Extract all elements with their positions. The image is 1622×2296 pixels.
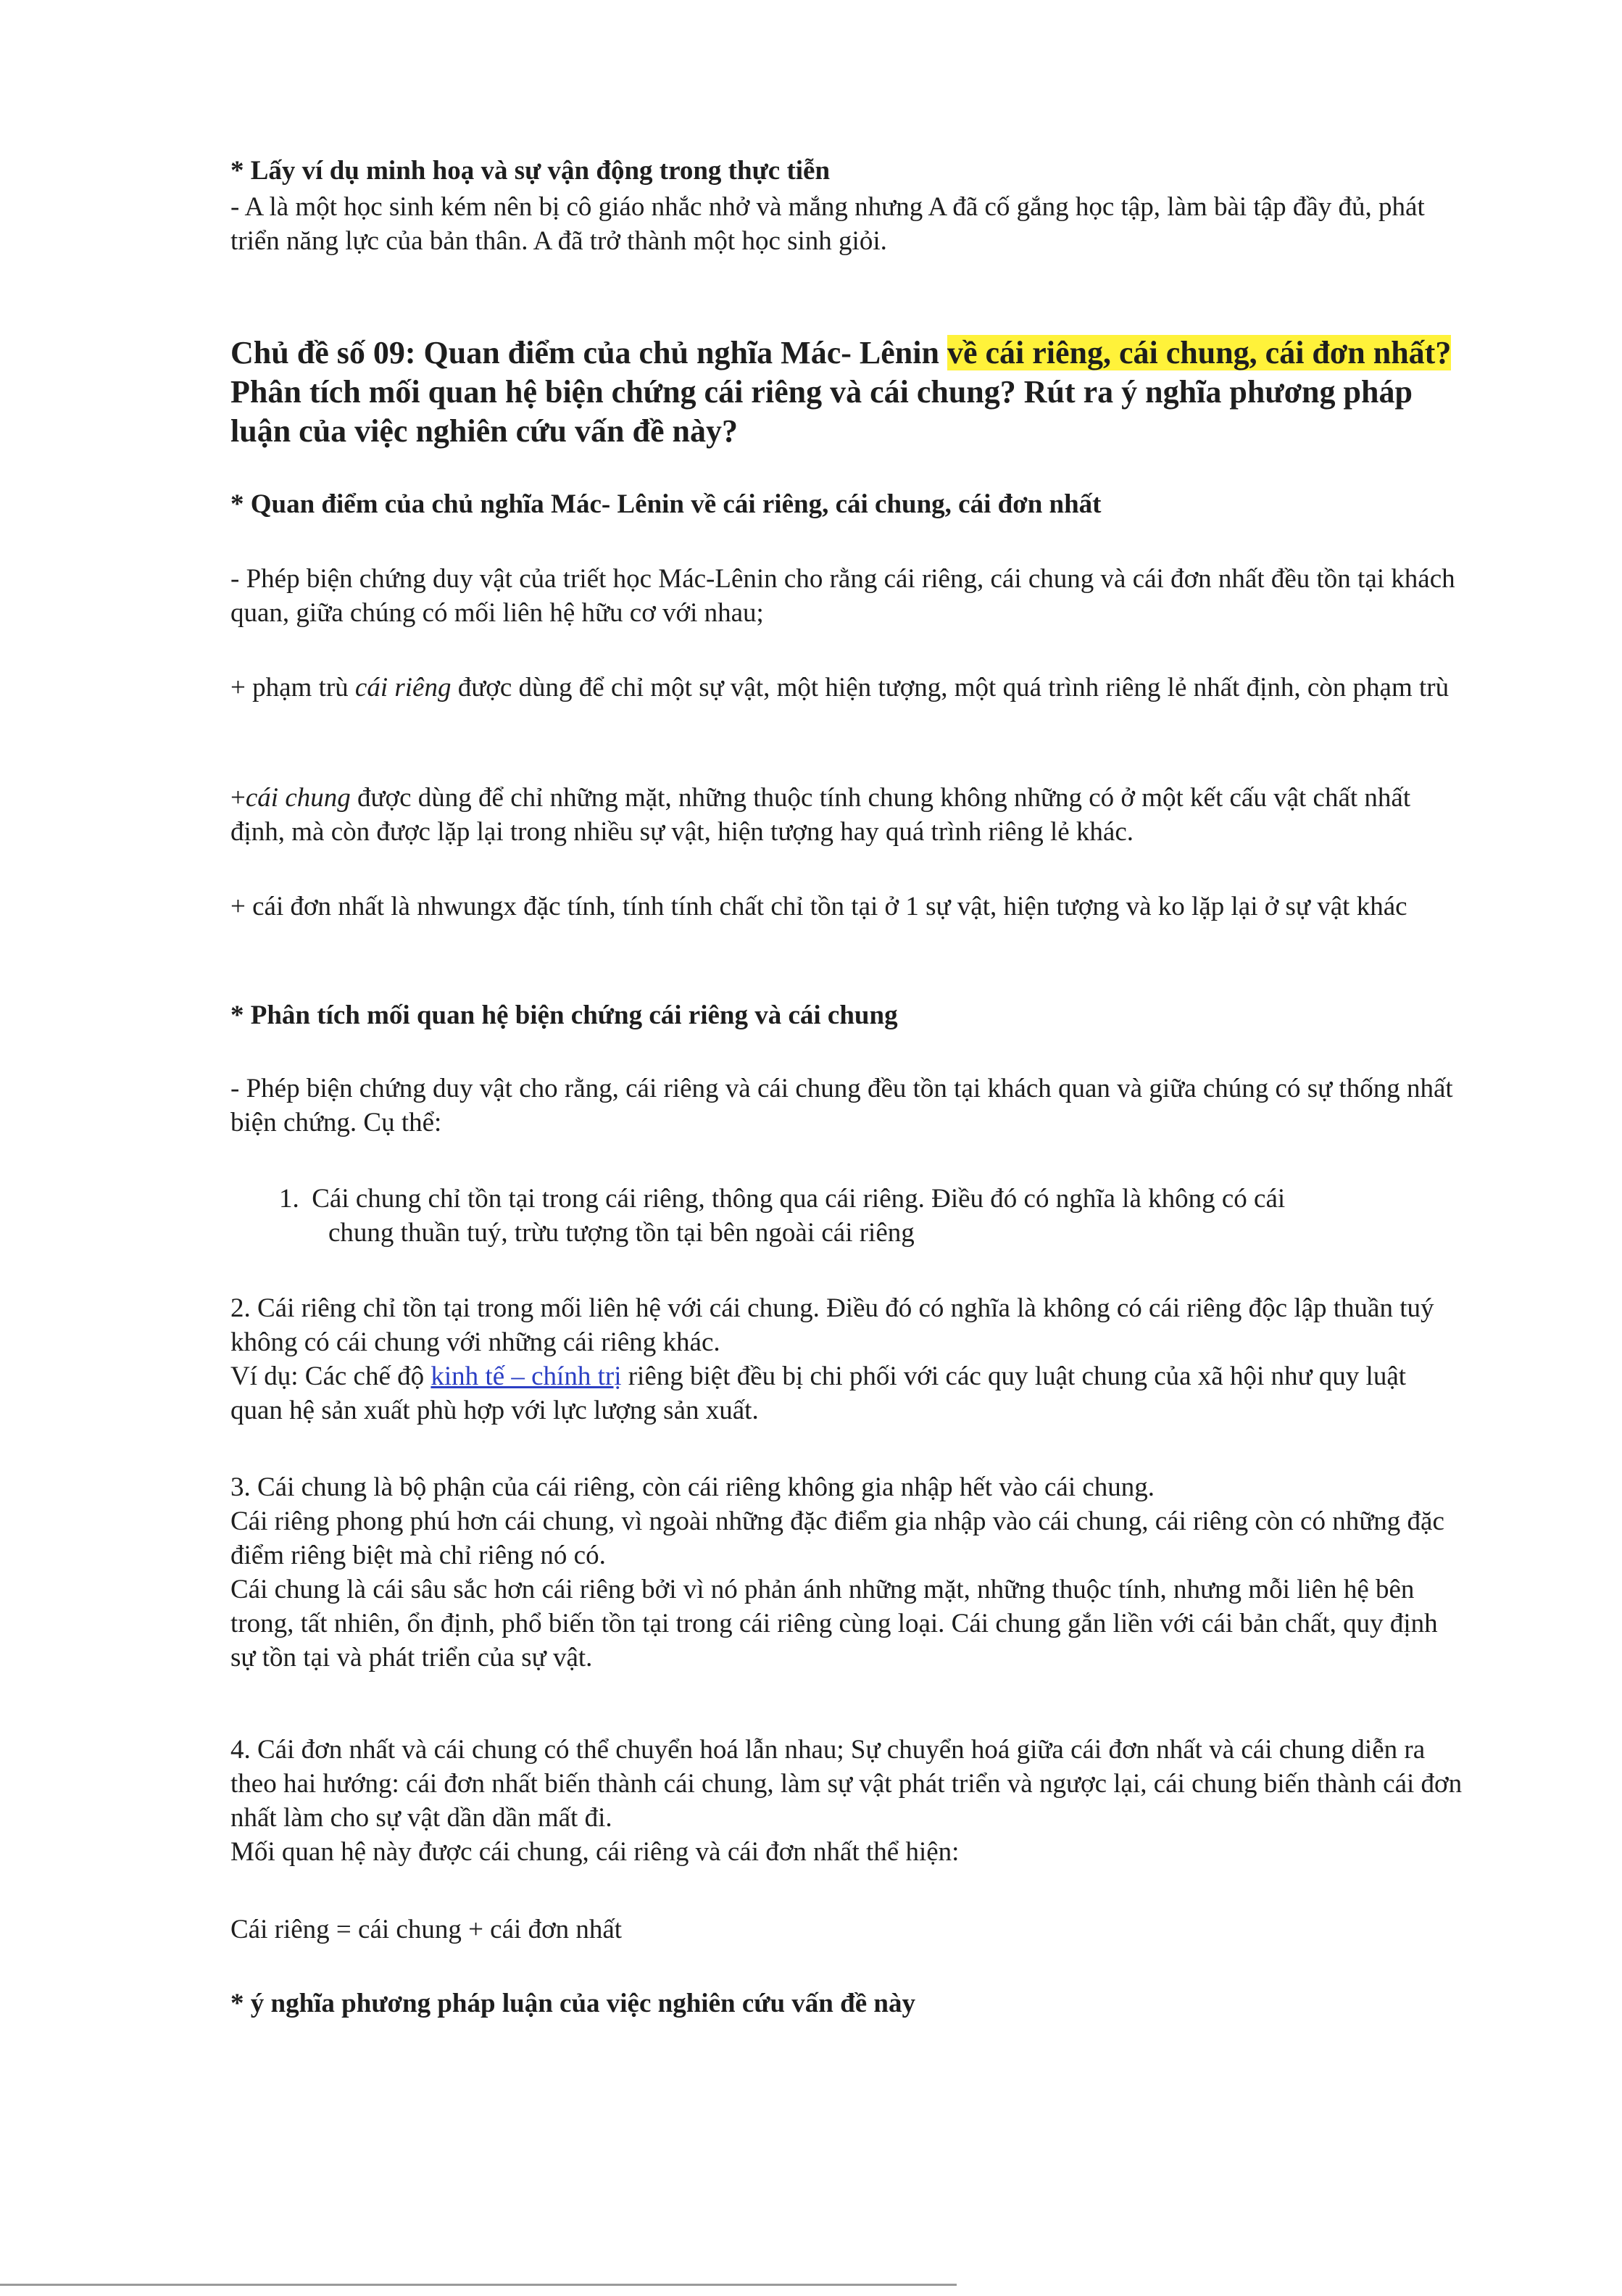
list-item-1-line2: chung thuần tuý, trừu tượng tồn tại bên ngoài cái riêng — [328, 1218, 915, 1248]
p2-prefix: + phạm trù — [230, 673, 355, 703]
topic-title-prefix: Chủ đề số 09: Quan điểm của chủ nghĩa Mác- Lênin — [230, 335, 947, 370]
topic-title-highlight: về cái riêng, cái chung, cái đơn nhất? — [947, 335, 1452, 370]
list-item-4-b: Mối quan hệ này được cái chung, cái riêng và cái đơn nhất thể hiện: — [230, 1837, 960, 1867]
list-item-1-number: 1. — [279, 1184, 299, 1214]
section1-paragraph-4: + cái đơn nhất là nhwungx đặc tính, tính tính chất chỉ tồn tại ở 1 sự vật, hiện tượng và ko lặp lại ở sự vật khác — [230, 892, 1407, 921]
topic-title — [230, 333, 1463, 451]
section2-heading: * Phân tích mối quan hệ biện chứng cái riêng và cái chung — [230, 1000, 898, 1030]
section1-heading: * Quan điểm của chủ nghĩa Mác- Lênin về cái riêng, cái chung, cái đơn nhất — [230, 489, 1102, 519]
section2-intro: - Phép biện chứng duy vật cho rằng, cái riêng và cái chung đều tồn tại khách quan và giữa chúng có sự thống nhất biện chứng. Cụ thể: — [230, 1074, 1453, 1137]
list-item-1 — [279, 1182, 1453, 1250]
list-item-2: 2. Cái riêng chỉ tồn tại trong mối liên hệ với cái chung. Điều đó có nghĩa là không có cái riêng độc lập thuần tuý không có cái chung với những cái riêng khác. — [230, 1293, 1434, 1357]
kinh-te-chinh-tri-link[interactable]: kinh tế – chính trị — [431, 1362, 622, 1391]
list-item-3-a: 3. Cái chung là bộ phận của cái riêng, còn cái riêng không gia nhập hết vào cái chung. — [230, 1472, 1155, 1502]
list-item-3-b: Cái riêng phong phú hơn cái chung, vì ngoài những đặc điểm gia nhập vào cái chung, cái riêng còn có những đặc điểm riêng biệt mà chỉ riêng nó có. — [230, 1507, 1444, 1570]
topic-title-suffix: Phân tích mối quan hệ biện chứng cái riêng và cái chung? Rút ra ý nghĩa phương pháp luận của việc nghiên cứu vấn đề này? — [230, 374, 1413, 449]
list-item-2-example — [230, 1359, 1463, 1427]
p2-suffix: được dùng để chỉ một sự vật, một hiện tượng, một quá trình riêng lẻ nhất định, còn phạm trù — [451, 673, 1450, 703]
example-heading: * Lấy ví dụ minh hoạ và sự vận động trong thực tiễn — [230, 156, 831, 186]
list-item-3-c: Cái chung là cái sâu sắc hơn cái riêng bởi vì nó phản ánh những mặt, những thuộc tính, nhưng mỗi liên hệ bên trong, tất nhiên, ổn định, phổ biến tồn tại trong cái riêng cùng loại. Cái chung gắn liền với cái bản chất, quy định sự tồn tại và phát triển của sự vật. — [230, 1575, 1438, 1673]
example-prefix: Ví dụ: Các chế độ — [230, 1362, 431, 1391]
example-suffix: riêng biệt đều bị chi phối với các quy luật chung của xã hội như quy luật quan hệ sản xuất phù hợp với lực lượng sản xuất. — [230, 1362, 1407, 1425]
section1-paragraph-3 — [230, 781, 1463, 849]
section1-paragraph-2 — [230, 671, 1463, 705]
section1-paragraph-1: - Phép biện chứng duy vật của triết học Mác-Lênin cho rằng cái riêng, cái chung và cái đơn nhất đều tồn tại khách quan, giữa chúng có mối liên hệ hữu cơ với nhau; — [230, 564, 1455, 628]
p3-italic-term: cái chung — [245, 783, 351, 813]
section3-heading: * ý nghĩa phương pháp luận của việc nghiên cứu vấn đề này — [230, 1989, 915, 2018]
formula: Cái riêng = cái chung + cái đơn nhất — [230, 1915, 623, 1944]
example-text: - A là một học sinh kém nên bị cô giáo nhắc nhở và mắng nhưng A đã cố gắng học tập, làm bài tập đầy đủ, phát triển năng lực của bản thân. A đã trở thành một học sinh giỏi. — [230, 192, 1425, 256]
list-item-1-line1: Cái chung chỉ tồn tại trong cái riêng, thông qua cái riêng. Điều đó có nghĩa là không có cái — [312, 1184, 1286, 1214]
bottom-divider — [0, 2284, 957, 2286]
p2-italic-term: cái riêng — [354, 673, 452, 703]
p3-suffix: được dùng để chỉ những mặt, những thuộc tính chung không những có ở một kết cấu vật chất nhất định, mà còn được lặp lại trong nhiều sự vật, hiện tượng hay quá trình riêng lẻ khác. — [230, 783, 1411, 847]
p3-prefix: + — [230, 783, 246, 813]
list-item-4-a: 4. Cái đơn nhất và cái chung có thể chuyển hoá lẫn nhau; Sự chuyển hoá giữa cái đơn nhất và cái chung diễn ra theo hai hướng: cái đơn nhất biến thành cái chung, làm sự vật phát triển và ngược lại, cái chung biến thành cái đơn nhất làm cho sự vật dần dần mất đi. — [230, 1735, 1463, 1833]
